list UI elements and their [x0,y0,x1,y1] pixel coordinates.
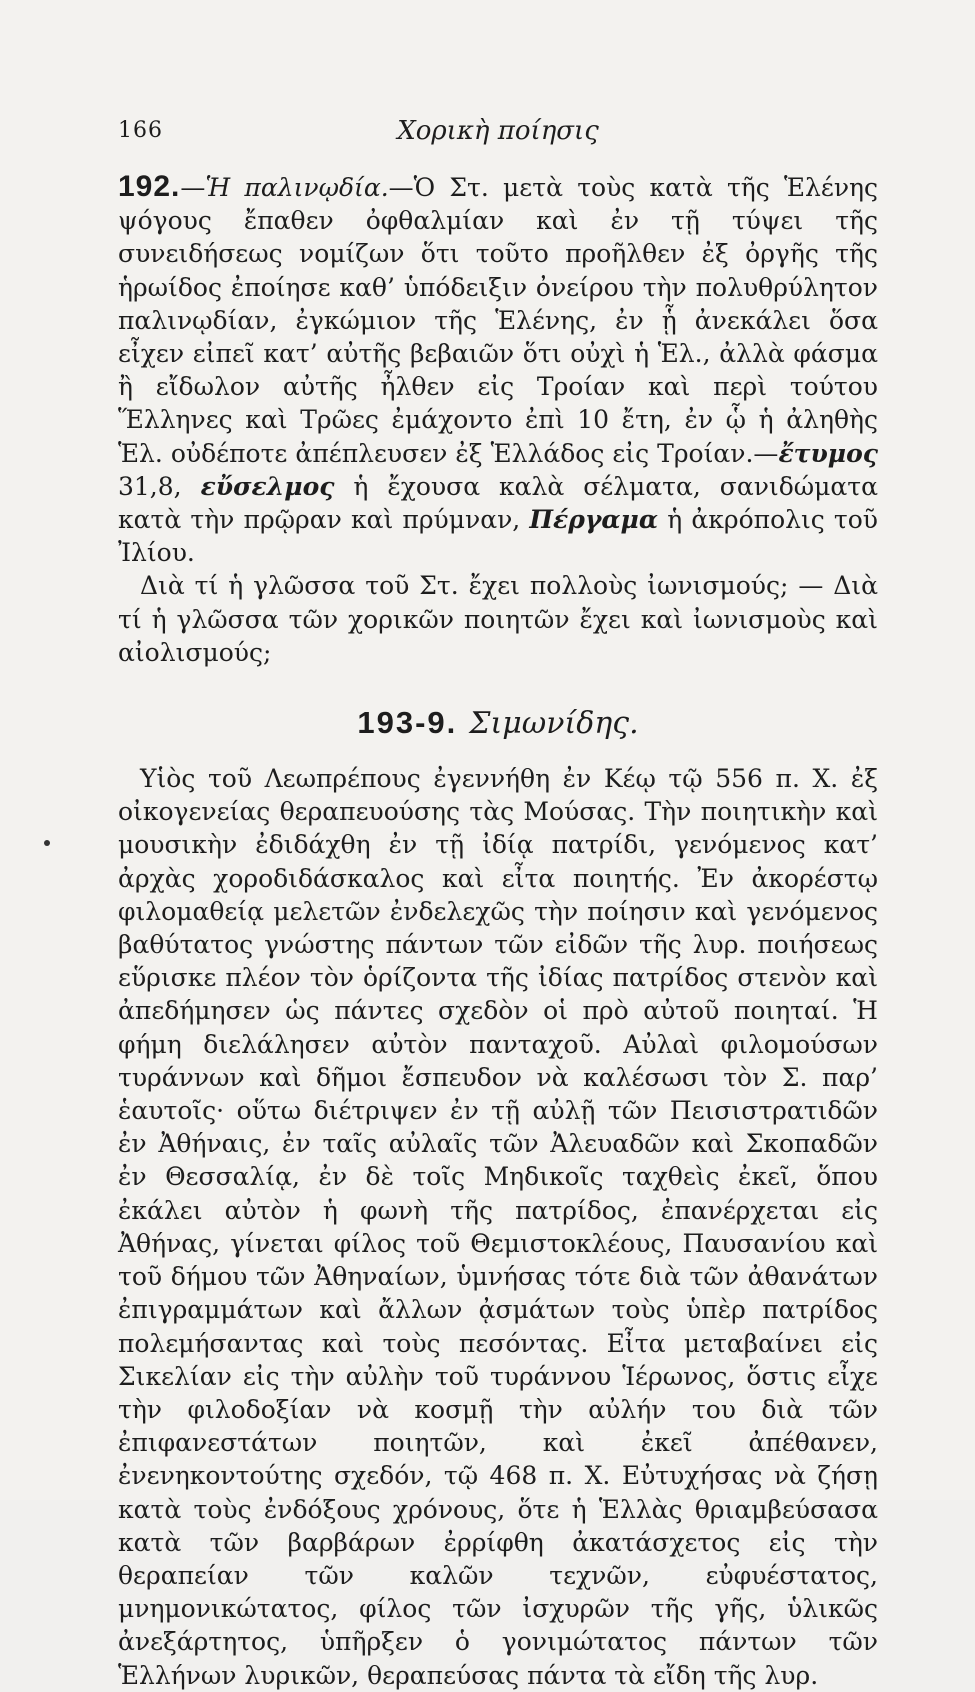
section-heading [118,703,878,745]
biography-paragraph: Υἱὸς τοῦ Λεωπρέπους ἐγεννήθη ἐν Κέῳ τῷ 556 π. Χ. ἐξ οἰκογενείας θεραπευούσης τὰς Μούσας. Τὴν ποιητικὴν καὶ μουσικὴν ἐδιδάχθη ἐν τῇ ἰδίᾳ πατρίδι, γενόμενος κατ’ ἀρχὰς χοροδιδάσκαλος καὶ εἶτα ποιητής. Ἐν ἀκορέστῳ φιλομαθείᾳ μελετῶν ἐνδελεχῶς τὴν ποίησιν καὶ γενόμενος βαθύτατος γνώστης πάντων τῶν εἰδῶν τῆς λυρ. ποιήσεως εὕρισκε πλέον τὸν ὁρίζοντα τῆς ἰδίας πατρίδος στενὸν καὶ ἀπεδήμησεν ὡς πάντες σχεδὸν οἱ πρὸ αὐτοῦ ποιηταί. Ἡ φήμη διελάλησεν αὐτὸν πανταχοῦ. Αὐλαὶ φιλομούσων τυράννων καὶ δῆμοι ἔσπευδον νὰ καλέσωσι τὸν Σ. παρ’ ἑαυτοῖς· οὕτω διέτριψεν ἐν τῇ αὐλῇ τῶν Πεισιστρατιδῶν ἐν Ἀθήναις, ἐν ταῖς αὐλαῖς τῶν Ἀλευαδῶν καὶ Σκοπαδῶν ἐν Θεσσαλίᾳ, ἐν δὲ τοῖς Μηδικοῖς ταχθεὶς ἐκεῖ, ὅπου ἐκάλει αὐτὸν ἡ φωνὴ τῆς πατρίδος, ἐπανέρχεται εἰς Ἀθήνας, γίνεται φίλος τοῦ Θεμιστοκλέους, Παυσανίου καὶ τοῦ δήμου τῶν Ἀθηναίων, ὑμνήσας τότε διὰ τῶν ἀθανάτων ἐπιγραμμάτων καὶ ἄλλων ᾀσμάτων τοὺς ὑπὲρ πατρίδος πολεμήσαντας καὶ τοὺς πεσόντας. Εἶτα μεταβαίνει εἰς Σικελίαν εἰς τὴν αὐλὴν τοῦ τυράννου Ἱέρωνος, ὅστις εἶχε τὴν φιλοδοξίαν νὰ κοσμῇ τὴν αὐλήν του διὰ τῶν ἐπιφανεστάτων ποιητῶν, καὶ ἐκεῖ ἀπέθανεν, ἐνενηκοντούτης σχεδόν, τῷ 468 π. Χ. Εὐτυχήσας νὰ ζήσῃ κατὰ τοὺς ἐνδόξους χρόνους, ὅτε ἡ Ἑλλὰς θριαμβεύσασα κατὰ τῶν βαρβάρων ἐρρίφθη ἀκατάσχετος εἰς τὴν θεραπείαν τῶν καλῶν τεχνῶν, εὐφυέστατος, μνημονικώτατος, φίλος τῶν ἰσχυρῶν τῆς γῆς, ὑλικῶς ἀνεξάρτητος, ὑπῆρξεν ὁ γονιμώτατος πάντων τῶν Ἑλλήνων λυρικῶν, θεραπεύσας πάντα τὰ εἴδη τῆς λυρ. [118,764,878,1690]
glossary-term: ἔτυμος [778,438,878,468]
running-title: Χορικὴ ποίησις [397,116,599,146]
entry-title: Ἡ παλινῳδία. [205,173,389,202]
entry-number: 192. [118,170,181,203]
entry-dash: — [180,173,206,202]
glossary-term: Πέργαμα [529,505,659,535]
section-title: Σιμωνίδης. [469,706,639,742]
page-number: 166 [118,118,163,143]
entry-text: 31,8, [118,471,201,501]
entry-192 [118,170,878,569]
entry-text: ἡ ἔχουσα καλὰ σέλματα, σανιδώματα κατὰ τὴν πρῷραν καὶ πρύμναν, [118,471,879,535]
study-question: Διὰ τί ἡ γλῶσσα τοῦ Στ. ἔχει πολλοὺς ἰωνισμούς; — Διὰ τί ἡ γλῶσσα τῶν χορικῶν ποιητῶν ἔχει καὶ ἰωνισμοὺς καὶ αἰολισμούς; [118,571,878,667]
page-content [118,170,878,1692]
glossary-term: εὔσελμος [200,471,335,501]
page-header [118,118,878,158]
section-number: 193-9. [357,705,458,741]
entry-text: ἡ ἀκρόπολις τοῦ Ἰλίου. [118,505,878,568]
entry-text: —Ὁ Στ. μετὰ τοὺς κατὰ τῆς Ἑλένης ψόγους ἔπαθεν ὀφθαλμίαν καὶ ἐν τῇ τύψει τῆς συνειδήσεως νομίζων ὅτι τοῦτο προῆλθεν ἐξ ὀργῆς τῆς ἡρωίδος ἐποίησε καθ’ ὑπόδειξιν ὀνείρου τὴν πολυθρύλητον παλινῳδίαν, ἐγκώμιον τῆς Ἑλένης, ἐν ᾗ ἀνεκάλει ὅσα εἶχεν εἰπεῖ κατ’ αὐτῆς βεβαιῶν ὅτι οὐχὶ ἡ Ἑλ., ἀλλὰ φάσμα ἢ εἴδωλον αὐτῆς ἦλθεν εἰς Τροίαν καὶ περὶ τούτου Ἕλληνες καὶ Τρῶες ἐμάχοντο ἐπὶ 10 ἔτη, ἐν ᾧ ἡ ἀληθὴς Ἑλ. οὐδέποτε ἀπέπλευσεν ἐξ Ἑλλάδος εἰς Τροίαν.— [118,173,878,468]
print-speck [44,840,50,846]
